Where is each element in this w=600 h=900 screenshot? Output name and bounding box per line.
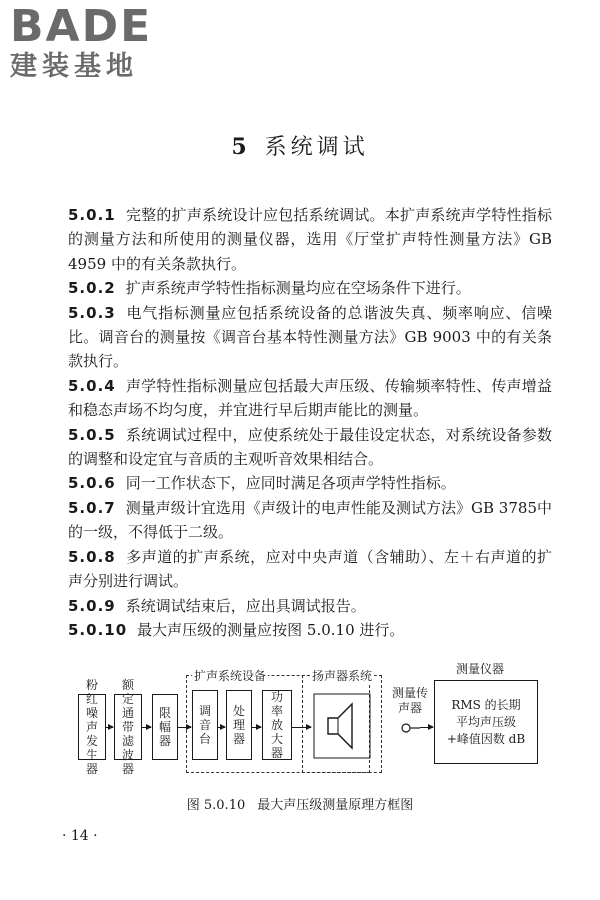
instrument-box: [434, 680, 538, 764]
clause-text: 测量声级计宜选用《声级计的电声性能及测试方法》GB 3785中的一级，不得低于二级。: [68, 498, 552, 542]
pink-noise-generator-label: 粉红噪声发生器: [85, 678, 98, 776]
clause-number: 5.0.3: [68, 303, 116, 322]
bandpass-filter-box: [114, 678, 142, 776]
limiter-box: [152, 694, 178, 760]
clause-5-0-4: [68, 374, 552, 423]
arrow-mixer-to-processor: [218, 727, 225, 728]
chapter-number: 5: [231, 134, 251, 160]
clause-number: 5.0.8: [68, 547, 116, 566]
processor-label: 处理器: [232, 704, 245, 746]
clause-number: 5.0.4: [68, 376, 116, 395]
mixer-label: 调音台: [198, 704, 211, 746]
clause-text: 多声道的扩声系统，应对中央声道（含辅助）、左＋右声道的扩声分别进行调试。: [68, 547, 552, 591]
clause-5-0-2: [68, 276, 552, 300]
clause-5-0-9: [68, 594, 552, 618]
clause-text: 最大声压级的测量应按图 5.0.10 进行。: [137, 620, 405, 639]
clause-text: 完整的扩声系统设计应包括系统调试。本扩声系统声学特性指标的测量方法和所使用的测量仪器，选用《厅堂扩声特性测量方法》GB 4959 中的有关条款执行。: [68, 206, 552, 273]
limiter-label: 限幅器: [158, 706, 171, 748]
speaker-cone: [328, 704, 352, 748]
microphone-head: [402, 724, 410, 732]
figure-caption-text: 最大声压级测量原理方框图: [257, 798, 414, 813]
clause-5-0-6: [68, 471, 552, 495]
microphone-icon: [400, 720, 420, 736]
arrow-noise-to-filter: [106, 727, 113, 728]
speaker-system-label: 扬声器系统: [312, 669, 373, 683]
clause-text: 扩声系统声学特性指标测量均应在空场条件下进行。: [125, 279, 471, 298]
clause-text: 系统调试结束后，应出具调试报告。: [125, 596, 366, 615]
clause-5-0-5: [68, 423, 552, 472]
clause-number: 5.0.1: [68, 206, 116, 224]
arrow-filter-to-limiter: [142, 727, 151, 728]
clause-text: 声学特性指标测量应包括最大声压级、传输频率特性、传声增益和稳态声场不均匀度，并宜进行早后期声能比的测量。: [68, 376, 552, 420]
mixer-box: [192, 690, 218, 760]
clause-5-0-10: [68, 618, 552, 642]
arrow-limiter-to-mixer: [178, 727, 191, 728]
clause-5-0-1: [68, 203, 552, 276]
clause-5-0-7: [68, 496, 552, 545]
logo-subtitle: 建装基地: [10, 51, 138, 82]
clause-number: 5.0.9: [68, 596, 116, 615]
arrow-processor-to-amplifier: [252, 727, 261, 728]
amplifier-box: [262, 690, 292, 760]
figure-caption: [0, 794, 600, 813]
chapter-title: [0, 130, 600, 161]
measurement-mic-label: 测量传声器: [388, 686, 432, 716]
pink-noise-generator-box: [78, 678, 106, 776]
speaker-icon: [312, 692, 372, 760]
instrument-line-1: RMS 的长期: [451, 697, 521, 712]
arrow-mic-to-instrument: [420, 727, 433, 728]
clause-text: 电气指标测量应包括系统设备的总谐波失真、频率响应、信噪比。调音台的测量按《调音台基本特性测量方法》GB 9003 中的有关条款执行。: [68, 303, 552, 371]
clause-number: 5.0.10: [68, 620, 128, 639]
clause-number: 5.0.7: [68, 498, 116, 517]
arrow-amplifier-to-speaker: [292, 727, 311, 728]
clause-number: 5.0.5: [68, 425, 116, 444]
clause-text: 系统调试过程中，应使系统处于最佳设定状态，对系统设备参数的调整和设定宜与音质的主观听音效果相结合。: [68, 425, 552, 469]
clause-5-0-8: [68, 545, 552, 594]
clause-number: 5.0.6: [68, 474, 116, 493]
clause-number: 5.0.2: [68, 279, 116, 298]
chapter-title-text: 系统调试: [264, 135, 369, 160]
bandpass-filter-label: 额定通带滤波器: [121, 678, 134, 776]
amplifier-label: 功率放大器: [270, 690, 283, 760]
clause-5-0-3: [68, 301, 552, 374]
page-number: · 14 ·: [62, 828, 98, 844]
figure-number: 图 5.0.10: [186, 798, 246, 813]
block-diagram: [74, 664, 544, 776]
instrument-line-3: +峰值因数 dB: [446, 731, 526, 746]
logo-mark: BADE: [10, 1, 153, 52]
processor-box: [226, 690, 252, 760]
instrument-label: 测量仪器: [456, 662, 505, 676]
pa-system-label: 扩声系统设备: [194, 669, 267, 683]
speaker-body: [314, 694, 370, 758]
instrument-line-2: 平均声压级: [455, 714, 516, 729]
logo: [10, 1, 180, 84]
clause-list: [68, 203, 552, 642]
clause-text: 同一工作状态下，应同时满足各项声学特性指标。: [125, 474, 456, 493]
